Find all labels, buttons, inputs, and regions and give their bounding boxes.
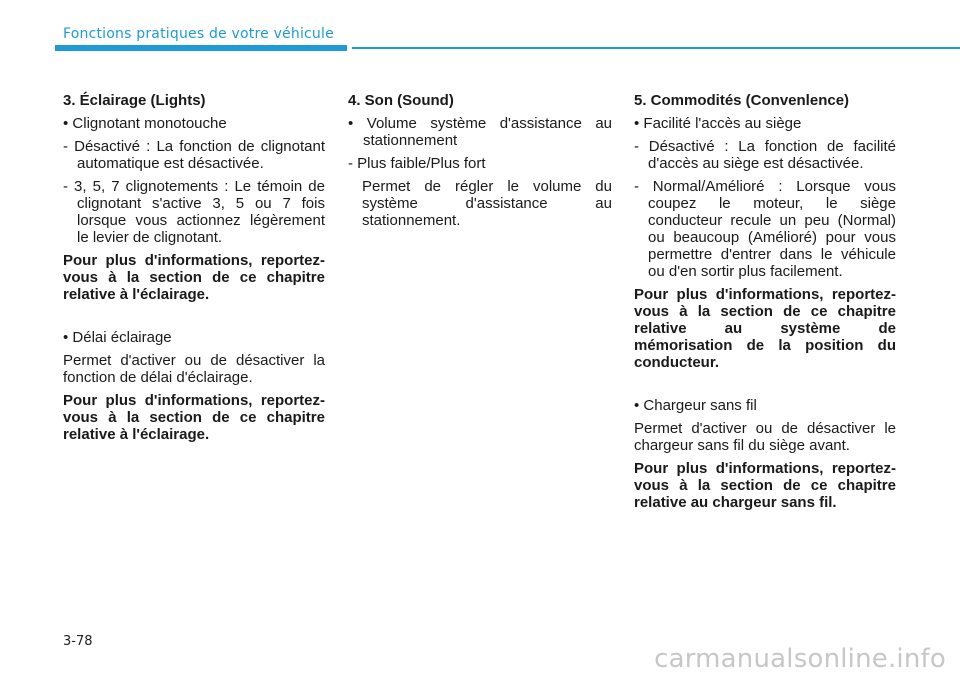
section-title: Fonctions pratiques de votre véhicule bbox=[63, 26, 334, 42]
column-lights bbox=[63, 92, 325, 449]
column-convenience bbox=[634, 92, 896, 517]
one-touch-signal-item: • Clignotant monotouche bbox=[63, 115, 227, 132]
column-sound bbox=[348, 92, 612, 235]
header-accent-bar bbox=[55, 45, 347, 51]
one-touch-flashes-option: - 3, 5, 7 clignotements : Le témoin de clignotant s'active 3, 5 ou 7 fois lorsque vous actionnez légèrement le levier de clignotant. bbox=[63, 178, 325, 246]
seat-memory-reference-note: Pour plus d'informations, reportez-vous à la section de ce chapitre relative au système de mémorisation de la position du conducteur. bbox=[634, 286, 896, 371]
seat-access-off-option: - Désactivé : La fonction de facilité d'accès au siège est désactivée. bbox=[634, 138, 896, 172]
wireless-charger-description: Permet d'activer ou de désactiver le chargeur sans fil du siège avant. bbox=[634, 420, 896, 454]
seat-access-normal-enhanced-option: - Normal/Amélioré : Lorsque vous coupez le moteur, le siège conducteur recule un peu (Normal) ou beaucoup (Amélioré) pour vous permettre d'entrer dans le véhicule ou d'en sortir plus facilement. bbox=[634, 178, 896, 280]
sound-heading: 4. Son (Sound) bbox=[348, 92, 454, 109]
lights-heading: 3. Éclairage (Lights) bbox=[63, 92, 206, 109]
volume-description: Permet de régler le volume du système d'assistance au stationnement. bbox=[362, 178, 612, 229]
headlight-delay-reference-note: Pour plus d'informations, reportez-vous à la section de ce chapitre relative à l'éclairage. bbox=[63, 392, 325, 443]
parking-assist-volume-item: • Volume système d'assistance au stationnement bbox=[348, 115, 612, 149]
volume-option: - Plus faible/Plus fort bbox=[348, 155, 486, 172]
one-touch-off-option: - Désactivé : La fonction de clignotant automatique est désactivée. bbox=[63, 138, 325, 172]
headlight-delay-description: Permet d'activer ou de désactiver la fonction de délai d'éclairage. bbox=[63, 352, 325, 386]
seat-easy-access-item: • Facilité l'accès au siège bbox=[634, 115, 802, 132]
wireless-charger-item: • Chargeur sans fil bbox=[634, 397, 757, 414]
header-rule bbox=[352, 47, 960, 49]
watermark: carmanualsonline.info bbox=[654, 644, 946, 674]
page-number: 3-78 bbox=[63, 634, 93, 649]
convenience-heading: 5. Commodités (Convenlence) bbox=[634, 92, 850, 109]
lights-reference-note: Pour plus d'informations, reportez-vous à la section de ce chapitre relative à l'éclairage. bbox=[63, 252, 325, 303]
headlight-delay-item: • Délai éclairage bbox=[63, 329, 172, 346]
wireless-charger-reference-note: Pour plus d'informations, reportez-vous à la section de ce chapitre relative au chargeur sans fil. bbox=[634, 460, 896, 511]
